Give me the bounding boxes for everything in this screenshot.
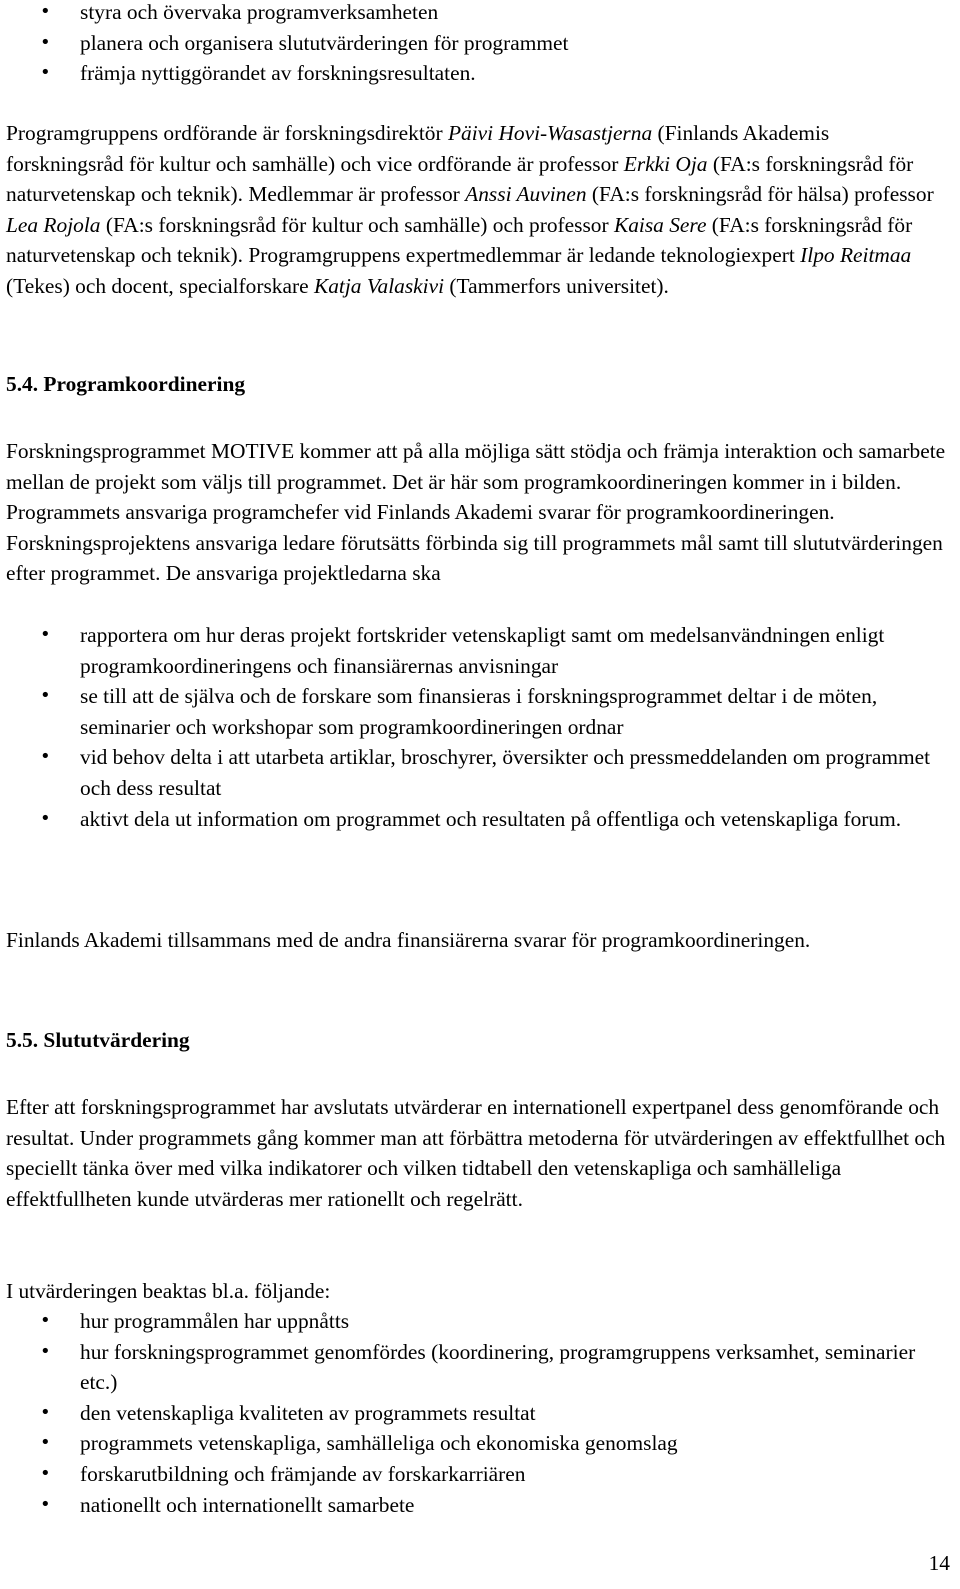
person-name: Erkki Oja (623, 151, 708, 176)
person-name: Katja Valaskivi (313, 273, 445, 298)
text-run: (Tammerfors universitet). (444, 273, 669, 298)
text-run: (FA:s forskningsråd för kultur och samhälle) och professor (100, 212, 614, 237)
list-item: • nationellt och internationellt samarbete (0, 1490, 946, 1521)
text-run: (FA:s forskningsråd för naturvetenskap och teknik). Medlemmar är professor (6, 151, 914, 207)
text-run: (Tekes) och docent, specialforskare (6, 273, 314, 298)
list-item: • rapportera om hur deras projekt fortskrider vetenskapligt samt om medelsanvändningen enligt programkoordineringens och finansiärernas anvisningar (0, 620, 946, 681)
person-name: Päivi Hovi-Wasastjerna (447, 121, 653, 145)
evaluation-intro: I utvärderingen beaktas bl.a. följande: (6, 1279, 331, 1303)
text-run: (FA:s forskningsråd för hälsa) professor (586, 182, 934, 207)
list-item: • vid behov delta i att utarbeta artiklar, broschyrer, översikter och pressmeddelanden om programmet och dess resultat (0, 742, 946, 803)
evaluation-bullet-list (0, 1306, 946, 1520)
page-number: 14 (928, 1551, 950, 1575)
person-name: Lea Rojola (6, 212, 101, 237)
coordination-closing: Finlands Akademi tillsammans med de andra finansiärerna svarar för programkoordineringen. (6, 928, 811, 952)
list-item: • se till att de själva och de forskare som finansieras i forskningsprogrammet deltar i de möten, seminarier och workshopar som programkoordineringen ordnar (0, 681, 946, 742)
list-item: • aktivt dela ut information om programmet och resultaten på offentliga och vetenskapliga forum. (0, 804, 946, 835)
list-item: • främja nyttiggörandet av forskningsresultaten. (0, 58, 946, 89)
program-group-paragraph (6, 118, 946, 302)
list-item: • planera och organisera slututvärderingen för programmet (0, 28, 946, 59)
person-name: Ilpo Reitmaa (800, 243, 912, 268)
person-name: Anssi Auvinen (465, 182, 587, 207)
list-item: • den vetenskapliga kvaliteten av programmets resultat (0, 1398, 946, 1429)
text-run: (Finlands Akademis forskningsråd för kultur och samhälle) och vice ordförande är professor (6, 121, 830, 176)
person-name: Kaisa Sere (613, 212, 707, 237)
text-run: (FA:s forskningsråd för naturvetenskap och teknik). Programgruppens expertmedlemmar är ledande teknologiexpert (6, 212, 913, 268)
coordination-paragraph: Forskningsprogrammet MOTIVE kommer att på alla möjliga sätt stödja och främja interaktion och samarbete mellan de projekt som väljs till programmet. Det är här som programkoordineringen kommer in i bilden. Programmets ansvariga programchefer vid Finlands Akademi svarar för programkoordineringen. Forskningsprojektens ansvariga ledare förutsätts förbinda sig till programmets mål samt till slututvärderingen efter programmet. De ansvariga projektledarna ska (6, 439, 946, 586)
list-item: • forskarutbildning och främjande av forskarkarriären (0, 1459, 946, 1490)
list-item: • hur programmålen har uppnåtts (0, 1306, 946, 1337)
evaluation-paragraph: Efter att forskningsprogrammet har avslutats utvärderar en internationell expertpanel dess genomförande och resultat. Under programmets gång kommer man att förbättra metoderna för utvärderingen av effektfullhet och speciellt tänka över med vilka indikatorer och vilken tidtabell den vetenskapliga och samhälleliga effektfullheten kunde utvärderas mer rationellt och regelrätt. (6, 1095, 946, 1211)
text-run: Programgruppens ordförande är forskningsdirektör (6, 121, 448, 145)
coordination-bullet-list (0, 620, 946, 834)
top-bullet-list (0, 0, 946, 89)
list-item: • styra och övervaka programverksamheten (0, 0, 946, 28)
list-item: • hur forskningsprogrammet genomfördes (koordinering, programgruppens verksamhet, seminarier etc.) (0, 1337, 946, 1398)
list-item: • programmets vetenskapliga, samhälleliga och ekonomiska genomslag (0, 1428, 946, 1459)
section-heading-5-4: 5.4. Programkoordinering (6, 372, 246, 396)
section-heading-5-5: 5.5. Slututvärdering (6, 1028, 190, 1052)
